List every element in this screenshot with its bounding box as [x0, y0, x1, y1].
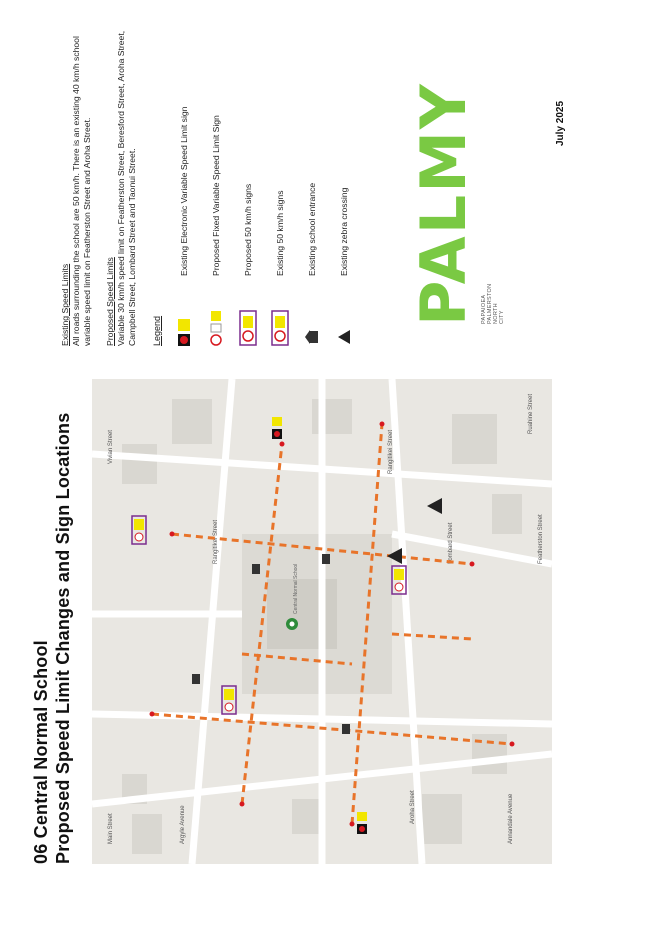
proposed-limits-text: Variable 30 km/h speed limit on Featherston Street, Beresford Street, Aroha Street, Campbell Street, Lombard Street and Taonui Street. [116, 30, 137, 346]
street-label: Featherston Street [538, 514, 544, 564]
street-label: Rangitikei Street [213, 519, 219, 564]
existing-limits-text: All roads surrounding the school are 50 km/h. There is an existing 40 km/h school variable speed limit on Featherston Street and Aroha Street. [71, 36, 92, 346]
legend-title: Legend [152, 315, 162, 346]
zebra-crossing-icon [336, 276, 352, 346]
existing-50-sign-icon [271, 276, 289, 346]
school-entrance-icon [304, 276, 320, 346]
school-label: Central Normal School [293, 563, 299, 614]
legend-item [170, 26, 198, 346]
fixed-variable-sign-icon [132, 516, 146, 544]
electronic-sign-icon [357, 812, 367, 834]
map-area [92, 379, 552, 864]
street-label: Rangitikei Street [388, 429, 394, 474]
info-panel [60, 26, 620, 346]
school-location-pin-icon [286, 618, 298, 630]
logo-sub-line: PAPAIOEA [481, 294, 487, 324]
school-building [267, 579, 337, 649]
street-label: Ruahine Street [528, 393, 534, 434]
existing-limits-heading: Existing Speed Limits [60, 263, 70, 346]
legend-label: Proposed 50 km/h signs [243, 183, 253, 276]
electronic-sign-icon [272, 417, 282, 439]
proposed-limits-section [105, 26, 138, 346]
page-title-line2: Proposed Speed Limit Changes and Sign Locations [53, 412, 73, 864]
proposed-50-sign-icon [239, 276, 257, 346]
legend-label: Proposed Fixed Variable Speed Limit Sign [211, 115, 221, 276]
zebra-crossing-icon [387, 498, 442, 564]
legend-label: Existing 50 km/h signs [275, 190, 285, 276]
legend-label: Existing school entrance [307, 182, 317, 276]
legend-item [234, 26, 262, 346]
legend-label: Existing zebra crossing [339, 187, 349, 276]
legend-item [202, 26, 230, 346]
existing-limits-section [60, 26, 93, 346]
palmy-logo [395, 26, 505, 326]
map-canvas [92, 379, 552, 864]
logo-sub-line: NORTH [493, 303, 499, 324]
street-label: Main Street [108, 813, 114, 844]
street-label: Vivian Street [108, 430, 114, 464]
logo-wordmark: PALMY [407, 82, 480, 326]
street-label: Lombard Street [448, 522, 454, 564]
logo-sub-line: PALMERSTON [487, 283, 493, 324]
electronic-sign-icon [176, 276, 192, 346]
fixed-variable-sign-icon [208, 276, 224, 346]
fixed-variable-sign-icon [222, 686, 236, 714]
proposed-limits-heading: Proposed Speed Limits [105, 257, 115, 346]
logo-sub-line: CITY [499, 310, 505, 324]
street-label: Annandale Avenue [508, 793, 514, 844]
legend-item [298, 26, 326, 346]
legend-item [266, 26, 294, 346]
legend-item [330, 26, 358, 346]
logo-subtitle [481, 284, 505, 324]
street-label: Aroha Street [410, 790, 416, 824]
legend-label: Existing Electronic Variable Speed Limit sign [179, 106, 189, 276]
page-title-line1: 06 Central Normal School [31, 640, 51, 864]
document-date: July 2025 [555, 100, 566, 146]
street-label: Argyle Avenue [180, 805, 186, 844]
